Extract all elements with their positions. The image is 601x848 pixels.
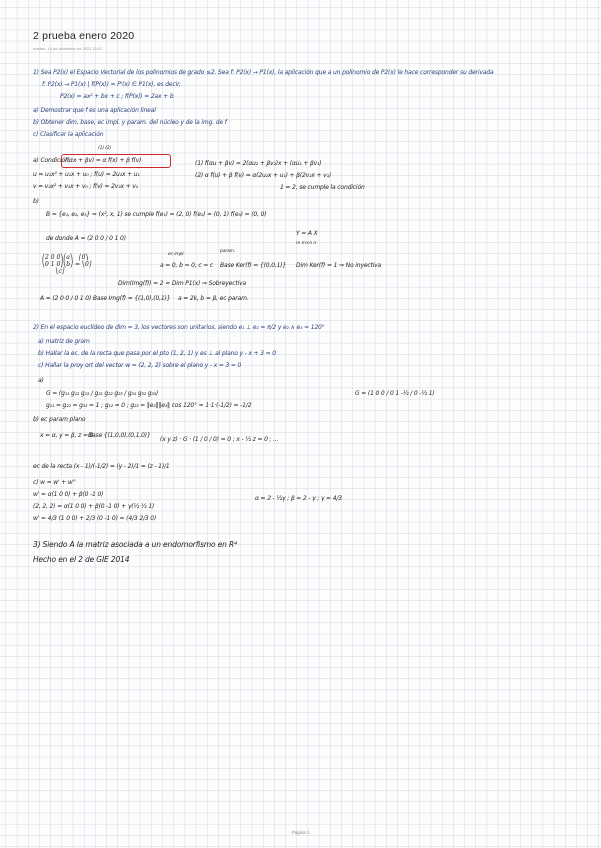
p1-part-a: a) Demostrar que f es una aplicación lineal [33, 107, 156, 114]
p1-b-matrix: de donde A = (2 0 0 / 0 1 0) [46, 235, 126, 242]
p1-b-basis: B = {e₁, e₂, e₃} = (x², x, 1) se cumple f(e₁) = (2, 0) f(e₂) = (0, 1) f(e₃) = (0, 0) [46, 211, 267, 218]
page-footer: Página 1 [291, 830, 310, 835]
p3-statement: 3) Siendo A la matriz asociada a un endomorfismo en R⁴ [33, 540, 237, 549]
p1-b-nucleo: Base Ker(f) = {(0,0,1)} [220, 262, 287, 269]
p2-statement: 2) En el espacio euclídeo de dim = 3, los vectores son unitarios, siendo e₁ ⊥ e₂ = π/2 y e₂ ∧ e₃ = 120° [33, 324, 325, 331]
page-timestamp: martes, 14 de diciembre de 2021 21:47 [33, 46, 103, 51]
p1-b-dim-img: Dim(Img(f)) = 2 = Dim P1(x) ⇒ Sobreyectiva [118, 280, 247, 287]
p1-line-u: u = u₂x² + u₁x + u₀ ; f(u) = 2u₂x + u₁ [33, 171, 140, 178]
p2-a-gram: G = (g₁₁ g₁₂ g₁₃ / g₂₁ g₂₂ g₂₃ / g₃₁ g₃₂ g₃₃) [46, 390, 159, 397]
p1-b-y-dims: m m×n n [296, 241, 317, 246]
p2-c-line3: α = 2 - ½γ ; β = 2 - γ ; γ = 4/3 [255, 495, 342, 502]
p1-statement-line1: 1) Sea P2(x) el Espacio Vectorial de los polinomios de grado ≤2. Sea f: P2(x) → P1(x), la aplicación que a un polinomio de P2(x) le hace corresponder su derivada [33, 69, 494, 76]
p1-b-img-param: a = 2k, b = β, ec param. [178, 295, 249, 302]
p1-b-param: param. [220, 249, 236, 254]
p1-b-label: b) [33, 198, 39, 205]
p1-line-v: v = v₂x² + v₁x + v₀ ; f(v) = 2v₂x + v₁ [33, 183, 138, 190]
p2-b-product: (x y z) · G · (1 / 0 / 0) = 0 ; x - ½ z = 0 ; ... [160, 436, 279, 443]
p1-proof-2: (2) α f(u) + β f(v) = α(2u₂x + u₁) + β(2v₂x + v₁) [195, 172, 332, 179]
p1-b-dim-ker: Dim Ker(f) = 1 ⇒ No inyectiva [296, 262, 382, 269]
p2-a-label: a) [38, 377, 44, 384]
p2-b-base: Base {(1,0,0),(0,1,0)} [88, 432, 151, 439]
p1-statement-line2: f: P2(x) → P1(x) | f(P(x)) = P'(x) ∈ P1(x), es decir, [42, 81, 181, 88]
p1-b-system-matrix: ⎛2 0 0⎞⎛a⎞ ⎛0⎞ ⎝0 1 0⎠⎝b⎠ = ⎝0⎠ ⎝c⎠ [42, 254, 92, 275]
p2-c-label: c) w = w' + w'' [33, 479, 76, 486]
p3-note: Hecho en el 2 de GIE 2014 [33, 555, 130, 564]
p1-part-c: c) Clasificar la aplicación [33, 131, 104, 138]
p2-part-a: a) matriz de gram [38, 338, 90, 345]
p2-part-c: c) Hallar la proy ort del vector w = (2, 2, 2) sobre el plano y - x = 3 = 0 [38, 362, 242, 369]
p2-c-line2: (2, 2, 2) = α(1 0 0) + β(0 -1 0) + γ(½ ½ 1) [33, 503, 155, 510]
p2-a-result: G = (1 0 0 / 0 1 -½ / 0 -½ 1) [355, 390, 435, 397]
p1-b-system: a = 0, b = 0, c = c [160, 262, 214, 269]
p2-a-values: g₁₁ = g₂₂ = g₃₃ = 1 ; g₁₂ = 0 ; g₂₃ = ‖e₂‖‖e₃‖ cos 120° = 1·1·(-1/2) = -1/2 [46, 402, 252, 409]
p1-b-y-eq: Y = A X [296, 230, 318, 237]
p1-b-ec-impl: ec impl. [168, 252, 185, 257]
p1-proof-1: (1) f(αu + βv) = 2(αu₂ + βv₂)x + (αu₁ + βv₁) [195, 160, 322, 167]
p1-b-base-img: A = (2 0 0 / 0 1 0) Base Img(f) = {(1,0),(0,1)} [40, 295, 171, 302]
p1-condition-label: a) Condición: [33, 157, 71, 164]
p1-labels-12: (1) (2) [98, 146, 112, 151]
page-title: 2 prueba enero 2020 [33, 30, 135, 42]
p1-condition-formula: f(αx + βv) = α f(x) + β f(v) [65, 157, 142, 164]
p2-b-param: x = α, y = β, z = 0 [40, 432, 94, 439]
p2-part-b: b) Hallar la ec. de la recta que pasa por el pto (1, 2, 1) y es ⊥ al plano y - x + 3 = 0 [38, 350, 276, 357]
p2-b-recta: ec de la recta (x - 1)/(-1/2) = (y - 2)/1 = (z - 1)/1 [33, 463, 170, 470]
p2-c-line1: w' = α(1 0 0) + β(0 -1 0) [33, 491, 104, 498]
p1-proof-3: 1 = 2, se cumple la condición [280, 184, 365, 191]
p2-b-label: b) ec param plano [33, 416, 86, 423]
p2-c-line4: w' = 4/3 (1 0 0) + 2/3 (0 -1 0) = (4/3 2/3 0) [33, 515, 157, 522]
p1-statement-line3: P2(x) = ax² + bx + c ; f(P(x)) = 2ax + b [60, 93, 174, 100]
p1-part-b: b) Obtener dim, base, ec impl. y param. del núcleo y de la img. de f [33, 119, 227, 126]
